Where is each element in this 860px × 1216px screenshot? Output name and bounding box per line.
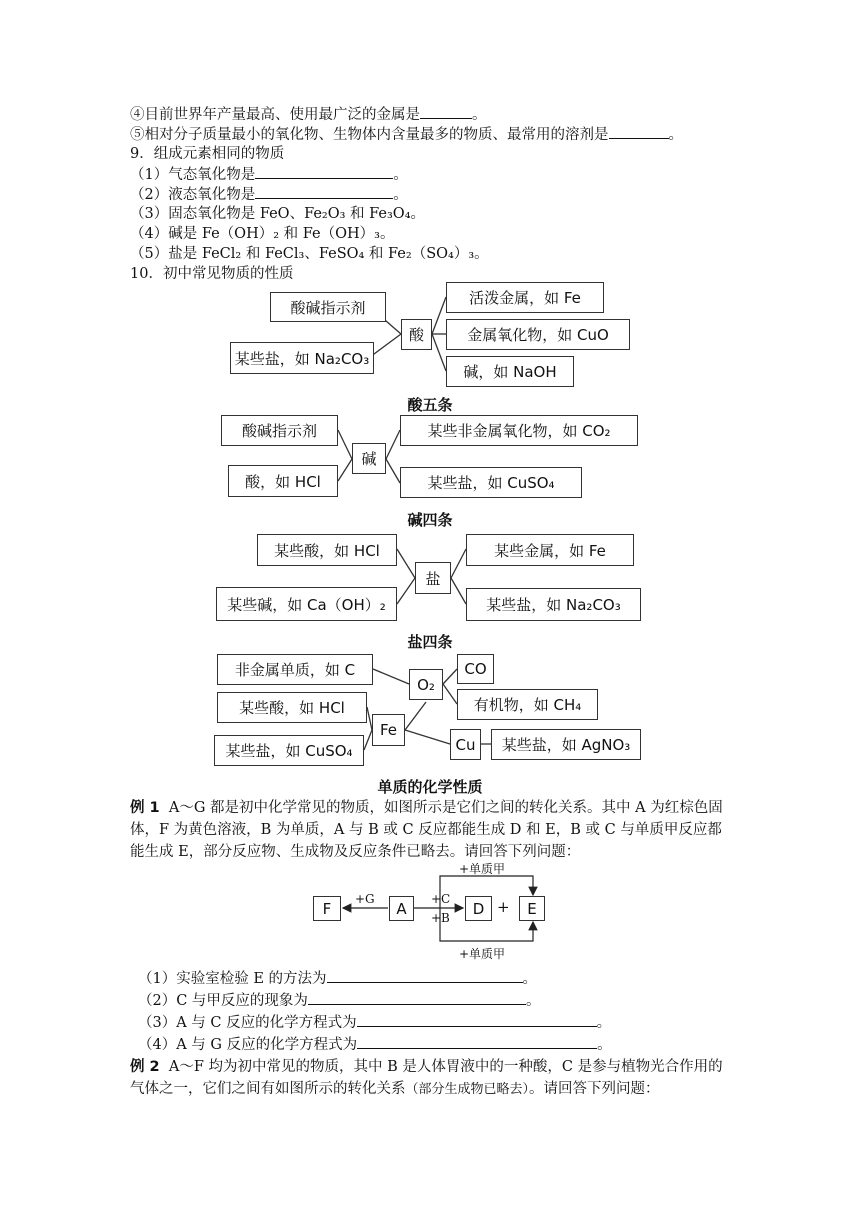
base-center-box: 碱 — [352, 443, 386, 474]
answer-blank[interactable] — [327, 968, 523, 983]
flow-bottom-label: +单质甲 — [459, 947, 506, 961]
element-caption: 单质的化学性质 — [377, 778, 483, 796]
flow-d-box: D — [465, 896, 492, 921]
question-9-5: （5）盐是 FeCl₂ 和 FeCl₃、FeSO₄ 和 Fe₂（SO₄）₃。 — [130, 246, 489, 262]
flow-e-box: E — [519, 896, 545, 921]
flow-f-box: F — [313, 896, 341, 921]
example-2-label: 例 2 — [130, 1059, 160, 1075]
base-salt-box: 某些盐，如 CuSO₄ — [400, 467, 582, 498]
acid-indicator-box: 酸碱指示剂 — [270, 292, 386, 322]
example-1-q2: （2）C 与甲反应的现象为 。 — [138, 990, 540, 1011]
item-4: ④目前世界年产量最高、使用最广泛的金属是 。 — [130, 104, 487, 125]
salt-base-box: 某些碱，如 Ca（OH）₂ — [216, 587, 397, 621]
element-co-box: CO — [457, 654, 494, 684]
element-o2-box: O₂ — [409, 669, 443, 700]
flow-plus: + — [497, 898, 510, 916]
element-salt-box: 某些盐，如 CuSO₄ — [214, 735, 364, 766]
item-4-text: ④目前世界年产量最高、使用最广泛的金属是 — [130, 107, 420, 123]
answer-blank[interactable] — [357, 1012, 597, 1027]
base-acid-box: 酸，如 HCl — [228, 465, 338, 497]
example-1-q3: （3）A 与 C 反应的化学方程式为 。 — [138, 1012, 611, 1033]
salt-caption: 盐四条 — [407, 633, 453, 651]
item-5-text: ⑤相对分子质量最小的氧化物、生物体内含量最多的物质、最常用的溶剂是 — [130, 127, 609, 143]
element-fe-box: Fe — [372, 714, 405, 746]
question-9-3: （3）固态氧化物是 FeO、Fe₂O₃ 和 Fe₃O₄。 — [130, 206, 426, 222]
question-9-title: 9．组成元素相同的物质 — [130, 146, 285, 162]
element-organic-box: 有机物，如 CH₄ — [457, 689, 598, 720]
element-agno3-box: 某些盐，如 AgNO₃ — [491, 729, 641, 760]
question-9-1: （1）气态氧化物是 。 — [130, 164, 408, 185]
example-1-q1: （1）实验室检验 E 的方法为 。 — [138, 968, 537, 989]
base-oxide-box: 某些非金属氧化物，如 CO₂ — [400, 415, 638, 446]
item-5: ⑤相对分子质量最小的氧化物、生物体内含量最多的物质、最常用的溶剂是 。 — [130, 124, 683, 145]
acid-salt-box: 某些盐，如 Na₂CO₃ — [230, 342, 374, 374]
element-cu-box: Cu — [450, 729, 481, 760]
flow-top-label: +单质甲 — [459, 862, 506, 876]
salt-acid-box: 某些酸，如 HCl — [257, 534, 397, 566]
salt-metal-box: 某些金属，如 Fe — [466, 534, 634, 566]
salt-center-box: 盐 — [415, 562, 451, 594]
base-indicator-box: 酸碱指示剂 — [221, 415, 338, 446]
acid-metal-box: 活泼金属，如 Fe — [446, 282, 604, 313]
flow-c-label: +C — [431, 892, 451, 906]
example-1-label: 例 1 — [130, 800, 160, 816]
answer-blank[interactable] — [308, 990, 526, 1005]
flow-a-box: A — [389, 896, 414, 921]
example-1-text: 例 1 A～G 都是初中化学常见的物质，如图所示是它们之间的转化关系。其中 A 为红棕色固体，F 为黄色溶液，B 为单质，A 与 B 或 C 反应都能生成 D 和 E，B 或 C 与单质甲反应都能生成 E，部分反应物、生成物及反应条件已略去。请回答下列问题： — [130, 800, 723, 860]
question-10-title: 10．初中常见物质的性质 — [130, 266, 294, 282]
acid-center-box: 酸 — [401, 319, 432, 350]
base-caption: 碱四条 — [407, 511, 453, 529]
example-2-text: 例 2 A～F 均为初中常见的物质，其中 B 是人体胃液中的一种酸，C 是参与植物光合作用的气体之一，它们之间有如图所示的转化关系（部分生成物已略去）。请回答下列问题： — [130, 1059, 723, 1097]
flow-g-label: +G — [355, 892, 375, 906]
flow-b-label: +B — [431, 911, 450, 925]
acid-caption: 酸五条 — [407, 396, 453, 414]
element-nonmetal-box: 非金属单质，如 C — [217, 654, 373, 685]
acid-base-box: 碱，如 NaOH — [446, 356, 574, 387]
element-acid-box: 某些酸，如 HCl — [217, 692, 367, 723]
salt-salt-box: 某些盐，如 Na₂CO₃ — [466, 588, 641, 621]
question-9-4: （4）碱是 Fe（OH）₂ 和 Fe（OH）₃。 — [130, 226, 395, 242]
question-9-2: （2）液态氧化物是 。 — [130, 184, 408, 205]
example-1-q4: （4）A 与 G 反应的化学方程式为 。 — [138, 1034, 612, 1055]
answer-blank[interactable] — [357, 1034, 597, 1049]
acid-oxide-box: 金属氧化物，如 CuO — [446, 319, 630, 350]
